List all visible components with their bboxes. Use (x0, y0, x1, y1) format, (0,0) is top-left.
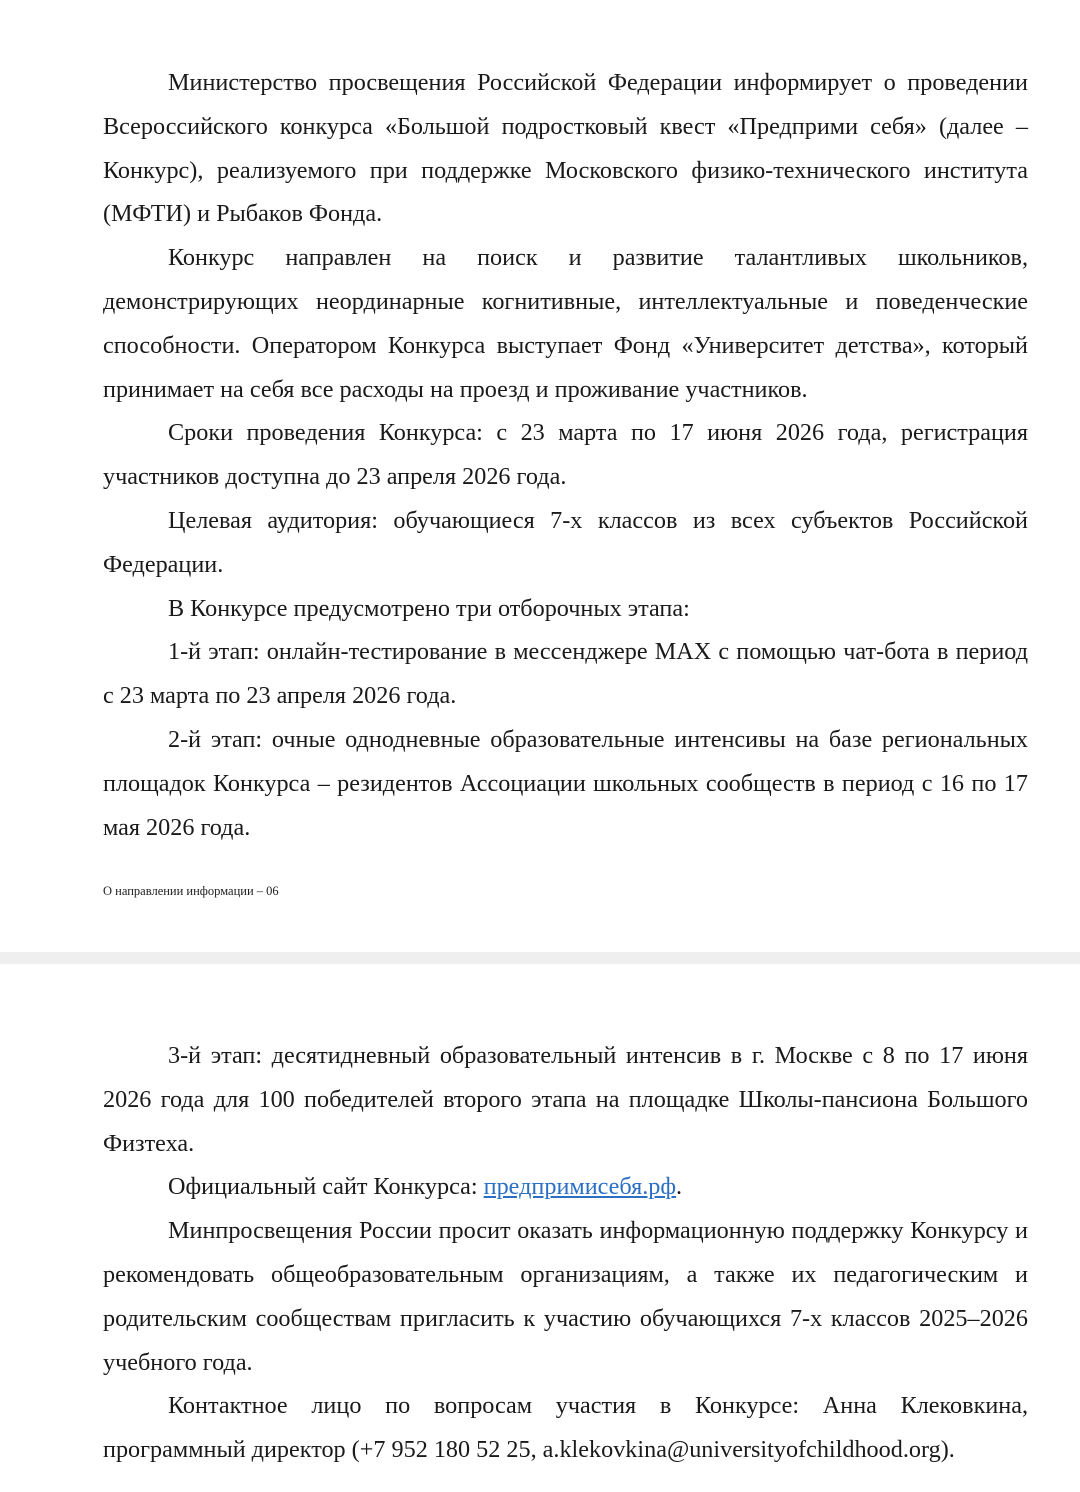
paragraph-audience: Целевая аудитория: обучающиеся 7-х классов из всех субъектов Российской Федерации. (103, 506, 1028, 578)
paragraph-dates: Сроки проведения Конкурса: с 23 марта по 17 июня 2026 года, регистрация участников доступна до 23 апреля 2026 года. (103, 419, 1028, 491)
page-1-body (103, 61, 1028, 849)
paragraph-purpose: Конкурс направлен на поиск и развитие талантливых школьников, демонстрирующих неординарные когнитивные, интеллектуальные и поведенческие способности. Оператором Конкурса выступает Фонд «Университет детства», который принимает на себя все расходы на проезд и проживание участников. (103, 244, 1028, 403)
site-suffix: . (676, 1173, 683, 1201)
paragraph-stage-3: 3-й этап: десятидневный образовательный интенсив в г. Москве с 8 по 17 июня 2026 года для 100 победителей второго этапа на площадке Школы-пансиона Большого Физтеха. (103, 1042, 1028, 1157)
page-2-body (103, 1034, 1028, 1472)
paragraph-intro: Министерство просвещения Российской Федерации информирует о проведении Всероссийского конкурса «Большой подростковый квест «Предприми себя» (далее – Конкурс), реализуемого при поддержке Московского физико-технического института (МФТИ) и Рыбаков Фонда. (103, 69, 1028, 228)
site-label: Официальный сайт Конкурса: (168, 1173, 484, 1201)
paragraph-official-site (103, 1165, 1028, 1209)
official-site-link[interactable]: предпримисебя.рф (483, 1173, 677, 1201)
paragraph-stage-2: 2-й этап: очные однодневные образовательные интенсивы на базе региональных площадок Конкурса – резидентов Ассоциации школьных сообществ в период с 16 по 17 мая 2026 года. (103, 725, 1028, 841)
paragraph-stages-intro: В Конкурсе предусмотрено три отборочных этапа: (168, 594, 690, 622)
paragraph-request: Минпросвещения России просит оказать информационную поддержку Конкурсу и рекомендовать общеобразовательным организациям, а также их педагогическим и родительским сообществам пригласить к участию обучающихся 7-х классов 2025–2026 учебного года. (103, 1217, 1028, 1376)
page-footer-note: О направлении информации – 06 (103, 884, 279, 898)
page-break-divider (0, 952, 1080, 964)
paragraph-stage-1: 1-й этап: онлайн-тестирование в мессенджере MAX с помощью чат-бота в период с 23 марта по 23 апреля 2026 года. (103, 638, 1028, 710)
paragraph-contact: Контактное лицо по вопросам участия в Конкурсе: Анна Клековкина, программный директор (+7 952 180 52 25, a.klekovkina@universityofchildhood.org). (103, 1392, 1028, 1464)
